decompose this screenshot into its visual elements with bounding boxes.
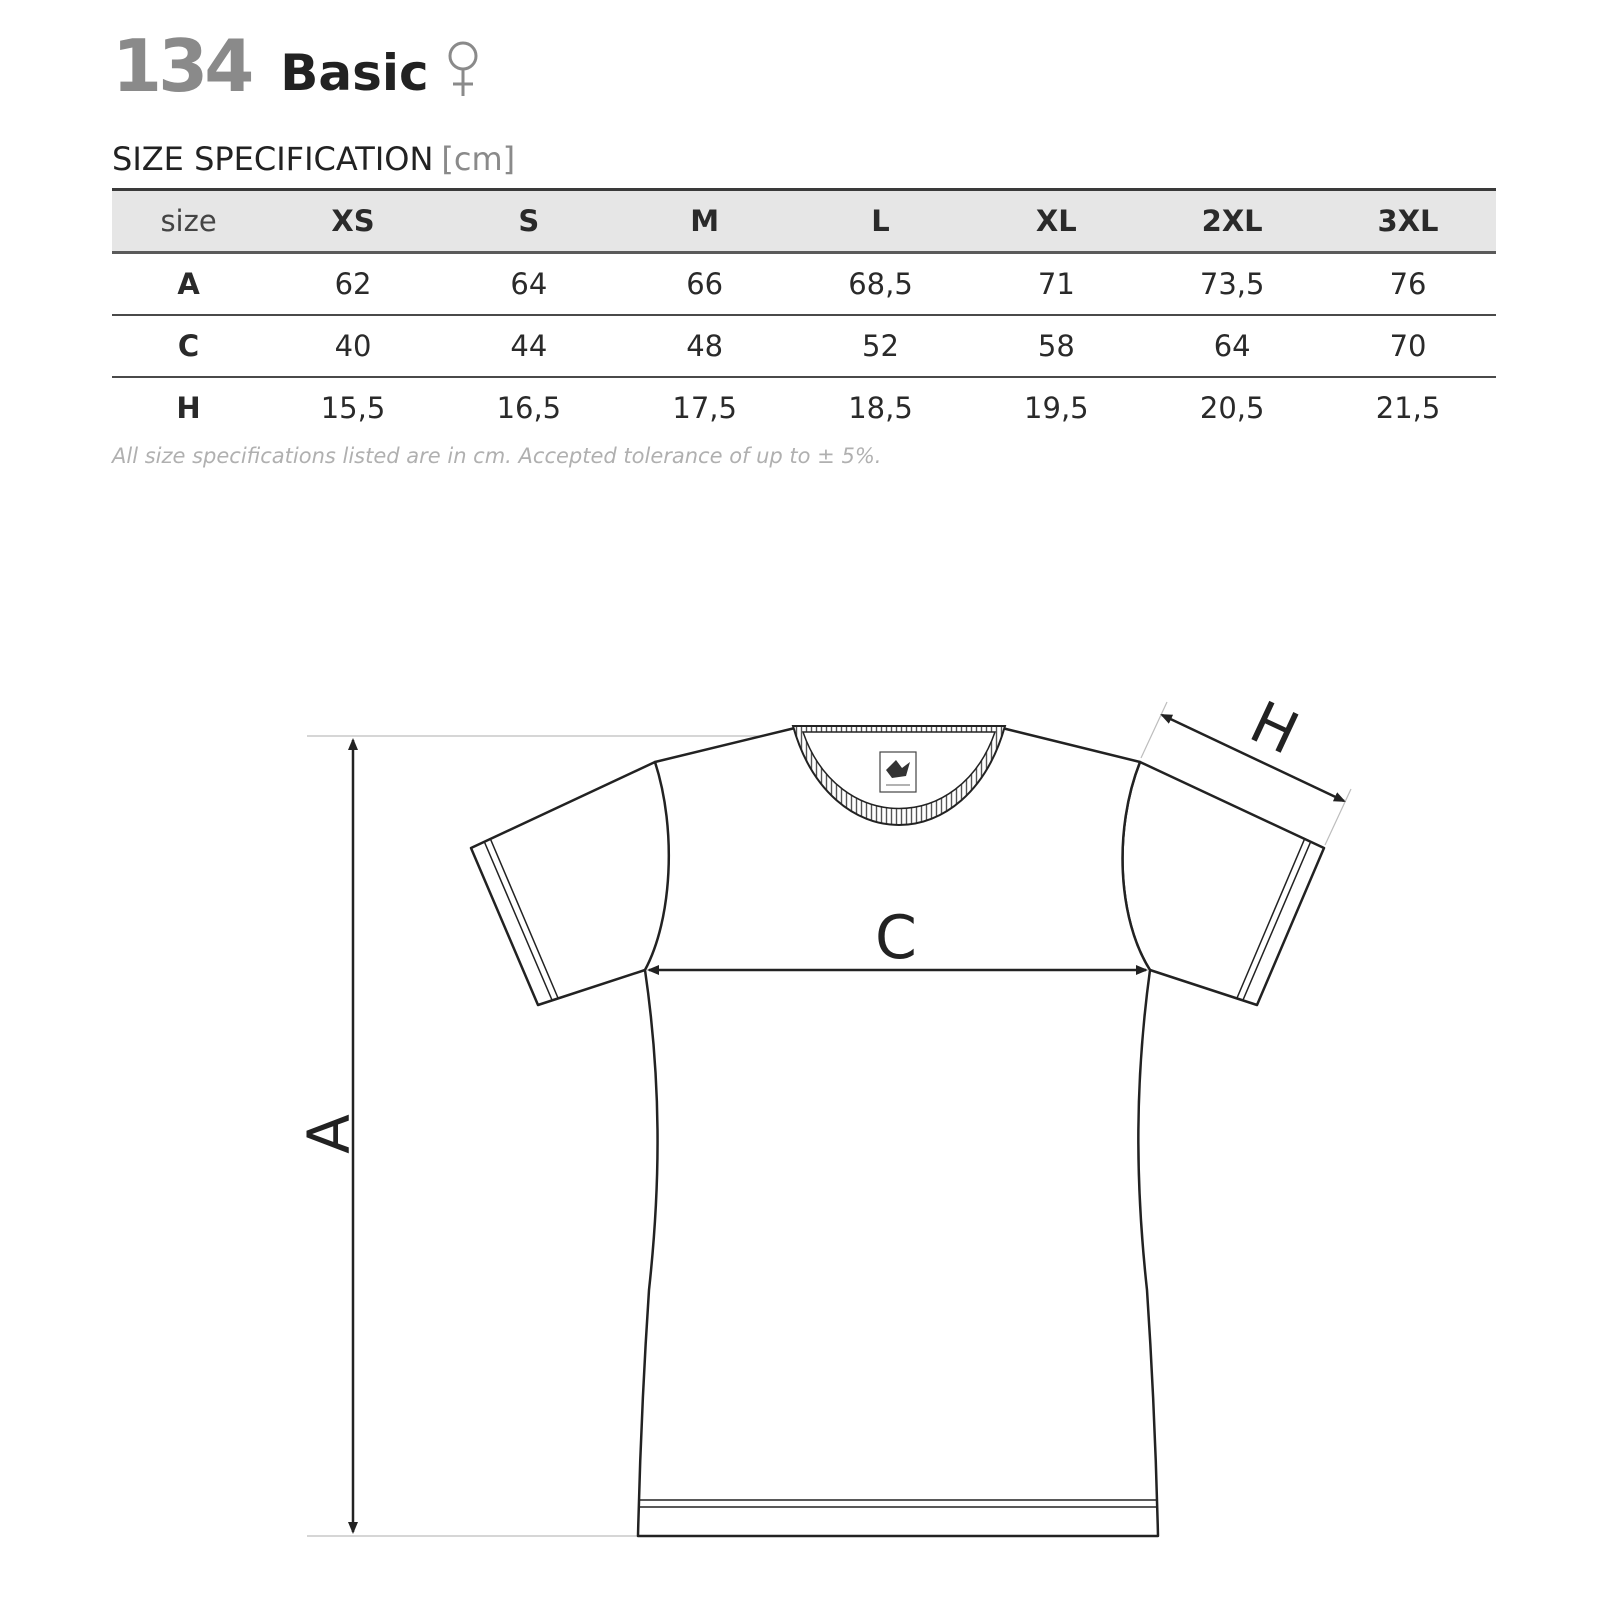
column-header: 3XL: [1377, 204, 1439, 238]
column-header: M: [690, 204, 720, 238]
label-a: A: [295, 1114, 363, 1154]
spec-title-text: SIZE SPECIFICATION: [112, 140, 434, 178]
model-name: Basic: [280, 44, 429, 102]
table-cell: 16,5: [496, 391, 562, 425]
label-c: C: [875, 903, 917, 973]
table-cell: 71: [1037, 267, 1075, 301]
table-cell: 17,5: [672, 391, 737, 425]
table-cell: 64: [510, 267, 548, 301]
table-cell: 62: [334, 267, 372, 301]
table-cell: 18,5: [848, 391, 913, 425]
table-cell: 70: [1389, 329, 1427, 363]
row-label: A: [177, 267, 200, 301]
table-cell: 15,5: [320, 391, 386, 425]
table-cell: 58: [1037, 329, 1075, 363]
spec-unit: [cm]: [441, 140, 516, 178]
table-cell: 76: [1389, 267, 1427, 301]
table-cell: 44: [510, 329, 548, 363]
table-cell: 66: [686, 267, 724, 301]
table-cell: 52: [862, 329, 899, 363]
label-h: H: [1240, 687, 1309, 768]
table-cell: 73,5: [1199, 267, 1265, 301]
column-header: 2XL: [1201, 204, 1263, 238]
row-label: C: [177, 329, 200, 363]
column-header: size: [160, 204, 217, 238]
table-cell: 40: [334, 329, 372, 363]
column-header: L: [871, 204, 890, 238]
column-header: XL: [1035, 204, 1077, 238]
column-header: XS: [331, 204, 375, 238]
column-header: S: [518, 204, 540, 238]
table-cell: 19,5: [1024, 391, 1089, 425]
table-cell: 68,5: [848, 267, 913, 301]
table-cell: 48: [686, 329, 724, 363]
row-label: H: [176, 391, 201, 425]
table-cell: 20,5: [1199, 391, 1265, 425]
tolerance-note: All size specifications listed are in cm. Accepted tolerance of up to ± 5%.: [112, 444, 882, 468]
tshirt-outline: [471, 728, 1324, 1536]
table-cell: 64: [1213, 329, 1251, 363]
table-cell: 21,5: [1375, 391, 1441, 425]
model-number: 134: [112, 24, 251, 108]
